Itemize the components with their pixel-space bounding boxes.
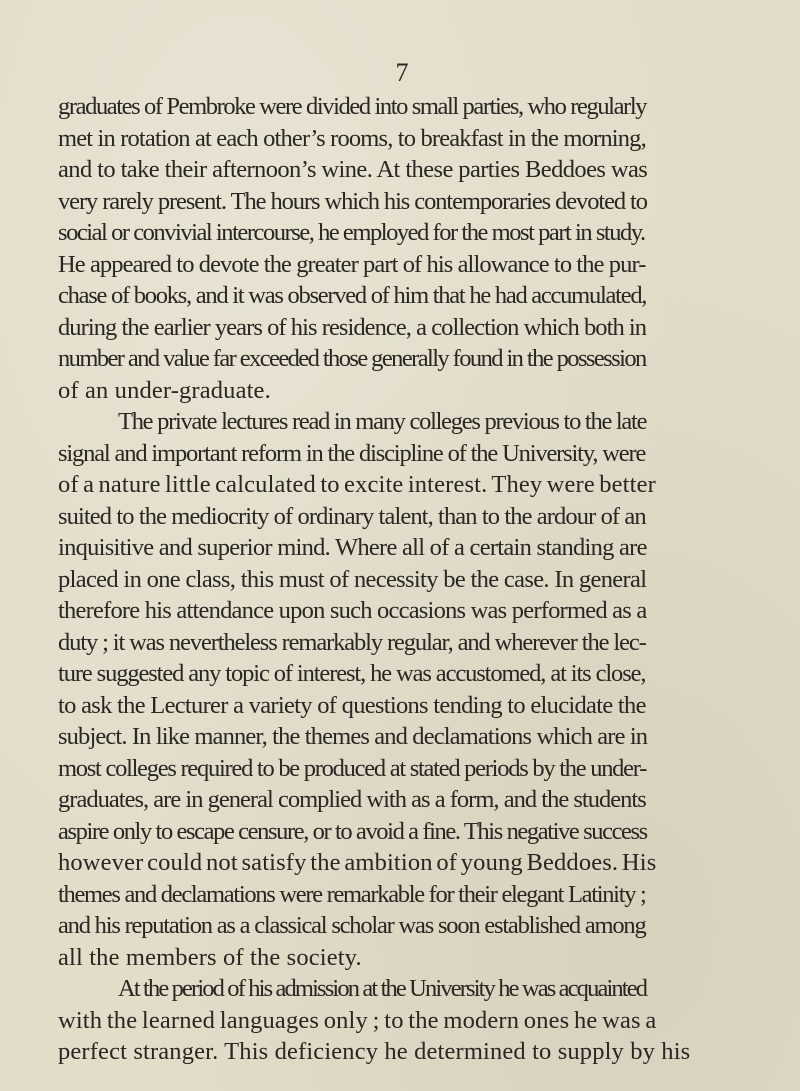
text-line: to ask the Lecturer a variety of questions tending to elucidate the [58,691,646,719]
text-line: therefore his attendance upon such occasions was performed as a [58,597,647,624]
text-line: duty ; it was nevertheless remarkably regular, and wherever the lec- [58,628,646,656]
text-line: all the members of the society. [58,943,362,971]
text-line: chase of books, and it was observed of him that he had accumulated, [58,282,647,309]
text-line: and to take their afternoon’s wine. At these parties Beddoes was [58,156,648,183]
text-line: He appeared to devote the greater part of his allowance to the pur- [58,250,646,278]
page-number: 7 [395,58,409,87]
text-line: inquisitive and superior mind. Where all of a certain standing are [58,534,647,561]
text-line: social or convivial intercourse, he employed for the most part in study. [58,219,645,246]
text-line: and his reputation as a classical scholar was soon established among [58,912,646,939]
text-line: with the learned languages only ; to the modern ones he was a [58,1006,657,1034]
text-line: suited to the mediocrity of ordinary talent, than to the ardour of an [58,502,646,530]
text-line: met in rotation at each other’s rooms, to breakfast in the morning, [58,124,646,152]
text-line: perfect stranger. This deficiency he determined to supply by his [58,1038,691,1065]
text-line: subject. In like manner, the themes and declamations which are in [58,723,648,750]
text-line: ture suggested any topic of interest, he was accustomed, at its close, [58,660,646,687]
text-line: At the period of his admission at the University he was acquainted [118,975,647,1002]
text-line: of an under-graduate. [58,376,271,404]
text-line: themes and declamations were remarkable for their elegant Latinity ; [58,880,646,908]
text-line: aspire only to escape censure, or to avoid a fine. This negative success [58,817,647,845]
text-line: however could not satisfy the ambition of young Beddoes. His [58,849,657,876]
text-line: very rarely present. The hours which his contemporaries devoted to [58,187,647,215]
text-line: graduates, are in general complied with as a form, and the students [58,786,646,813]
text-line: The private lectures read in many colleges previous to the late [118,408,647,435]
text-line: most colleges required to be produced at stated periods by the under- [58,754,647,782]
text-line: signal and important reform in the discipline of the University, were [58,439,646,467]
text-line: of a nature little calculated to excite interest. They were better [58,471,656,498]
text-line: number and value far exceeded those generally found in the possession [58,345,646,372]
text-line: placed in one class, this must of necessity be the case. In general [58,565,647,593]
text-line: graduates of Pembroke were divided into small parties, who regularly [58,93,647,120]
text-line: during the earlier years of his residence, a collection which both in [58,313,647,341]
